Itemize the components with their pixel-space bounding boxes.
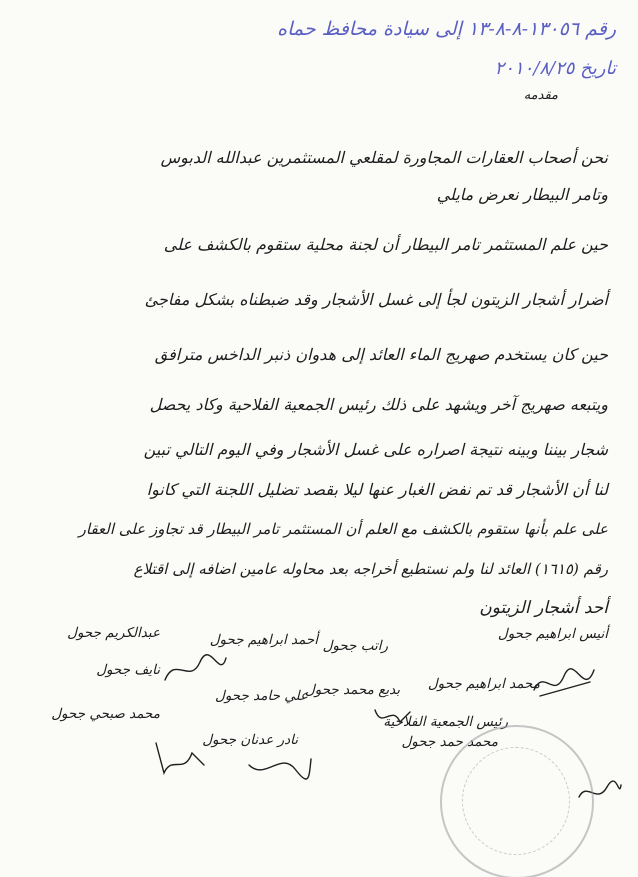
signature-name: أنيس ابراهيم جحول bbox=[497, 626, 608, 642]
body-line-10: رقم (١٦١٥) العائد لنا ولم نستطيع أخراجه بعد محاوله عامين اضافه إلى اقتلاع bbox=[133, 560, 608, 578]
signature-name: عبدالكريم جحول bbox=[67, 625, 160, 641]
signature-name: محمد صبحي جحول bbox=[51, 706, 160, 722]
signature-name: رئيس الجمعية الفلاحية bbox=[383, 714, 508, 730]
body-line-2: وتامر البيطار نعرض مايلي bbox=[436, 185, 608, 204]
body-line-4: أضرار أشجار الزيتون لجأ إلى غسل الأشجار وقد ضبطناه بشكل مفاجئ bbox=[144, 290, 608, 309]
header-date-line: تاريخ ٢٠١٠/٨/٢٥ bbox=[494, 58, 616, 79]
body-line-6: ويتبعه صهريج آخر ويشهد على ذلك رئيس الجمعية الفلاحية وكاد يحصل bbox=[149, 395, 608, 414]
body-line-5: حين كان يستخدم صهريج الماء العائد إلى هدوان ذنبر الداخس مترافق bbox=[154, 345, 608, 364]
body-line-7: شجار بيننا وبينه نتيجة اصراره على غسل الأشجار وفي اليوم التالي تبين bbox=[143, 440, 608, 459]
signature-name: محمد حمد جحول bbox=[401, 734, 498, 750]
signature-name: محمد ابراهيم جحول bbox=[427, 676, 540, 692]
signature-name: أحمد ابراهيم جحول bbox=[209, 632, 318, 648]
body-line-1: نحن أصحاب العقارات المجاورة لمقلعي المستثمرين عبدالله الدبوس bbox=[160, 148, 608, 167]
signature-name: علي حامد جحول bbox=[215, 688, 308, 704]
header-submitted-note: مقدمه bbox=[523, 88, 558, 103]
signature-scribble bbox=[160, 650, 230, 690]
signature-scribble bbox=[370, 700, 415, 735]
signature-scribble bbox=[245, 745, 315, 785]
signature-scribble bbox=[530, 660, 600, 705]
signatures-heading: أحد أشجار الزيتون bbox=[479, 598, 608, 618]
signature-scribble bbox=[150, 735, 210, 780]
signature-name: راتب جحول bbox=[322, 638, 388, 654]
signature-name: نايف جحول bbox=[96, 662, 160, 678]
signature-name: نادر عدنان جحول bbox=[202, 732, 298, 748]
body-line-3: حين علم المستثمر تامر البيطار أن لجنة محلية ستقوم بالكشف على bbox=[163, 235, 608, 254]
official-stamp bbox=[440, 725, 594, 877]
body-line-9: على علم بأنها ستقوم بالكشف مع العلم أن المستثمر تامر البيطار قد تجاوز على العقار bbox=[78, 520, 608, 538]
signature-name: بديع محمد جحول bbox=[304, 682, 400, 698]
body-line-8: لنا أن الأشجار قد تم نفض الغبار عنها ليلا بقصد تضليل اللجنة التي كانوا bbox=[146, 480, 608, 499]
header-reference-line: رقم ١٣٠٥٦-٨-٨-١٣ إلى سيادة محافظ حماه bbox=[277, 18, 616, 40]
